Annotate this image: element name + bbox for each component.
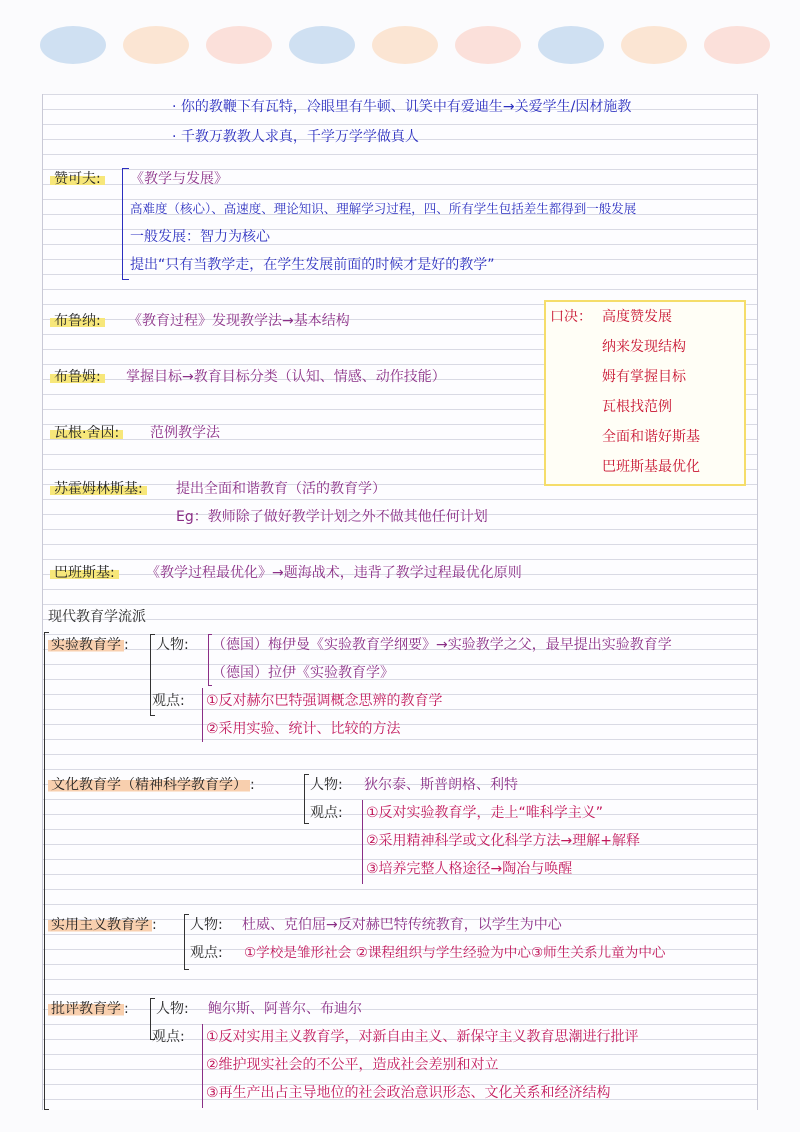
exp-person-2: （德国）拉伊《实验教育学》: [212, 665, 394, 681]
zankefu-bracket: [122, 168, 129, 280]
mnemonic-line: 纳来发现结构: [602, 339, 686, 355]
zankefu-book: 《教学与发展》: [130, 171, 228, 187]
cult-view-1: ①反对实验教育学，走上“唯科学主义”: [366, 805, 604, 821]
mnemonic-line: 全面和谐好斯基: [602, 429, 700, 445]
prag-view-label: 观点:: [190, 945, 223, 961]
zankefu-name: 赞可夫:: [50, 170, 105, 188]
exp-view-2: ②采用实验、统计、比较的方法: [206, 721, 401, 737]
decorative-dot: [40, 26, 106, 64]
babans-text: 《教学过程最优化》→题海战术，违背了教学过程最优化原则: [146, 565, 522, 581]
bulumu-text: 掌握目标→教育目标分类（认知、情感、动作技能）: [126, 369, 446, 385]
suhuo-eg: Eg：教师除了做好教学计划之外不做其他任何计划: [176, 509, 488, 525]
prag-views: ①学校是雏形社会 ②课程组织与学生经验为中心③师生关系儿童为中心: [244, 945, 666, 961]
bulumu-name: 布鲁姆:: [50, 368, 105, 386]
wagen-name: 瓦根·舍因:: [50, 424, 123, 442]
bullet-watt: · 你的教鞭下有瓦特，冷眼里有牛顿、讥笑中有爱迪生→关爱学生/因材施教: [172, 99, 632, 115]
decorative-dots: [0, 26, 800, 66]
prag-name: 实用主义教育学 :: [48, 916, 157, 934]
decorative-dot: [621, 26, 687, 64]
decorative-dot: [206, 26, 272, 64]
prag-bracket: [184, 914, 189, 970]
crit-view-line: [202, 1024, 203, 1108]
modern-title: 现代教育学流派: [48, 609, 146, 625]
exp-view-line: [202, 688, 203, 742]
modern-bracket: [44, 632, 49, 1110]
bulu-name: 布鲁纳:: [50, 312, 105, 330]
mnemonic-line: 姆有掌握目标: [602, 369, 686, 385]
prag-persons: 杜威、克伯屈→反对赫巴特传统教育，以学生为中心: [242, 917, 562, 933]
suhuo-text: 提出全面和谐教育（活的教育学）: [176, 481, 386, 497]
mnemonic-line: 瓦根找范例: [602, 399, 672, 415]
decorative-dot: [372, 26, 438, 64]
zankefu-line2: 一般发展：智力为核心: [130, 229, 270, 245]
bullet-truth: · 千教万教教人求真，千学万学学做真人: [172, 129, 419, 145]
exp-person-1: （德国）梅伊曼《实验教育学纲要》→实验教学之父，最早提出实验教育学: [212, 637, 672, 653]
decorative-dot: [704, 26, 770, 64]
crit-view-label: 观点:: [152, 1029, 185, 1045]
suhuo-name: 苏霍姆林斯基:: [50, 480, 147, 498]
crit-person-label: 人物:: [156, 1001, 189, 1017]
crit-view-1: ①反对实用主义教育学，对新自由主义、新保守主义教育思潮进行批评: [206, 1029, 639, 1045]
prag-person-label: 人物:: [190, 917, 223, 933]
crit-view-2: ②维护现实社会的不公平，造成社会差别和对立: [206, 1057, 499, 1073]
cult-view-3: ③培养完整人格途径→陶冶与唤醒: [366, 861, 573, 877]
cult-persons: 狄尔泰、斯普朗格、利特: [364, 777, 518, 793]
exp-person-label: 人物:: [156, 637, 189, 653]
crit-persons: 鲍尔斯、阿普尔、布迪尔: [208, 1001, 362, 1017]
babans-name: 巴班斯基:: [50, 564, 119, 582]
decorative-dot: [538, 26, 604, 64]
decorative-dot: [289, 26, 355, 64]
cult-view-line: [362, 800, 363, 884]
exp-name: 实验教育学 :: [48, 636, 129, 654]
crit-name: 批评教育学 :: [48, 1000, 129, 1018]
mnemonic-line: 高度赞发展: [602, 309, 672, 325]
decorative-dot: [123, 26, 189, 64]
exp-view-label: 观点:: [152, 693, 185, 709]
wagen-text: 范例教学法: [150, 425, 220, 441]
decorative-dot: [455, 26, 521, 64]
cult-person-label: 人物:: [310, 777, 343, 793]
exp-view-1: ①反对赫尔巴特强调概念思辨的教育学: [206, 693, 443, 709]
bulu-text: 《教育过程》发现教学法→基本结构: [128, 313, 350, 329]
cult-view-2: ②采用精神科学或文化科学方法→理解+解释: [366, 833, 641, 849]
cult-bracket: [304, 774, 309, 824]
zankefu-line3: 提出“只有当教学走，在学生发展前面的时候才是好的教学”: [130, 257, 495, 273]
mnemonic-line: 巴班斯基最优化: [602, 459, 700, 475]
cult-name: 文化教育学（精神科学教育学） :: [48, 776, 255, 794]
crit-view-3: ③再生产出占主导地位的社会政治意识形态、文化关系和经济结构: [206, 1085, 611, 1101]
mnemonic-label: 口决：: [550, 309, 592, 325]
cult-view-label: 观点:: [310, 805, 343, 821]
zankefu-line1: 高难度（核心）、高速度、理论知识、理解学习过程，四、所有学生包括差生都得到一般发展: [130, 201, 637, 216]
